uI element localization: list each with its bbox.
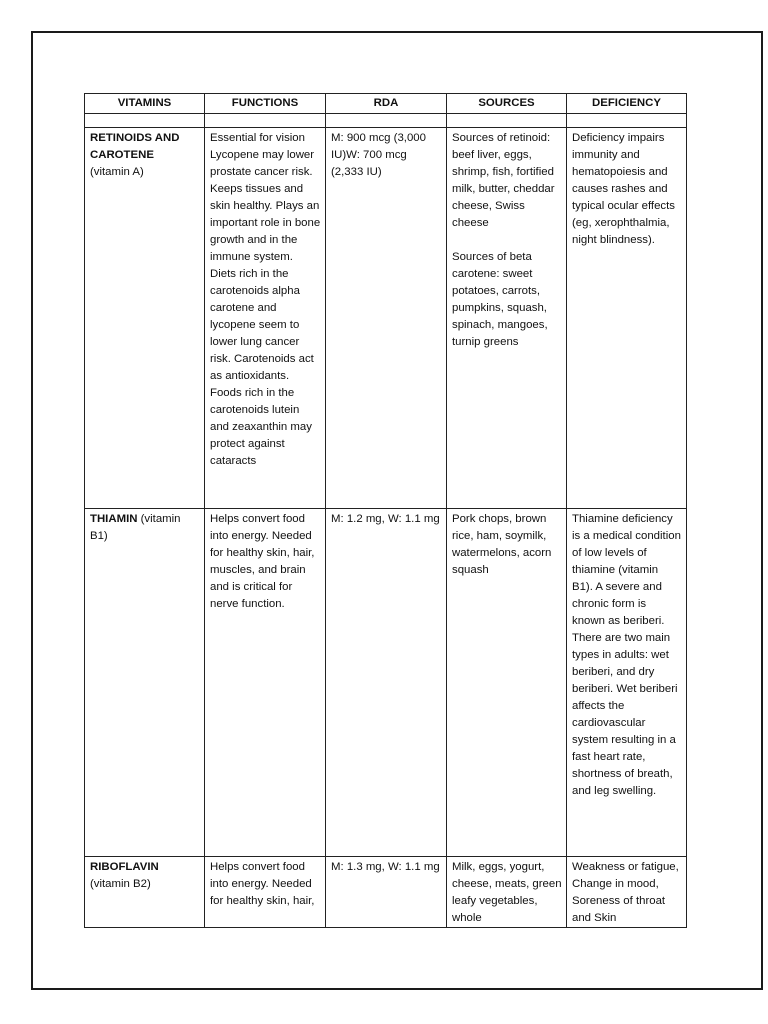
deficiency-cell: Thiamine deficiency is a medical condition of low levels of thiamine (vitamin B1). A severe and chronic form is known as beriberi. There are two main types in adults: wet beriberi, and dry beriberi. Wet beriberi affects the cardiovascular system resulting in a fast heart rate, shortness of breath, and leg swelling. — [567, 509, 687, 857]
functions-cell: Helps convert food into energy. Needed for healthy skin, hair, — [205, 857, 326, 928]
vitamin-name-cell — [85, 857, 205, 928]
sources-cell: Pork chops, brown rice, ham, soymilk, watermelons, acorn squash — [447, 509, 567, 857]
table-row — [85, 128, 687, 509]
vitamins-table — [84, 93, 687, 928]
sources-cell: Milk, eggs, yogurt, cheese, meats, green leafy vegetables, whole — [447, 857, 567, 928]
header-rda: RDA — [326, 94, 447, 114]
spacer-row — [85, 114, 687, 128]
vitamin-name-cell — [85, 509, 205, 857]
vitamin-name: RIBOFLAVIN — [90, 861, 159, 873]
table-row — [85, 509, 687, 857]
header-vitamins: VITAMINS — [85, 94, 205, 114]
functions-cell: Essential for vision Lycopene may lower prostate cancer risk. Keeps tissues and skin healthy. Plays an important role in bone growth and in the immune system. Diets rich in the carotenoids alpha carotene and lycopene seem to lower lung cancer risk. Carotenoids act as antioxidants. Foods rich in the carotenoids lutein and zeaxanthin may protect against cataracts — [205, 128, 326, 509]
rda-cell: M: 1.2 mg, W: 1.1 mg — [326, 509, 447, 857]
functions-cell: Helps convert food into energy. Needed for healthy skin, hair, muscles, and brain and is critical for nerve function. — [205, 509, 326, 857]
vitamin-name: RETINOIDS AND CAROTENE — [90, 132, 180, 161]
deficiency-cell: Weakness or fatigue, Change in mood, Soreness of throat and Skin — [567, 857, 687, 928]
sources-cell: Sources of retinoid: beef liver, eggs, shrimp, fish, fortified milk, butter, cheddar cheese, Swiss cheese Sources of beta carotene: sweet potatoes, carrots, pumpkins, squash, spinach, mangoes, turnip greens — [447, 128, 567, 509]
vitamin-alias: (vitamin B1) — [90, 513, 181, 542]
header-deficiency: DEFICIENCY — [567, 94, 687, 114]
rda-cell: M: 900 mcg (3,000 IU)W: 700 mcg (2,333 IU) — [326, 128, 447, 509]
vitamin-name-cell — [85, 128, 205, 509]
header-functions: FUNCTIONS — [205, 94, 326, 114]
deficiency-cell: Deficiency impairs immunity and hematopoiesis and causes rashes and typical ocular effects (eg, xerophthalmia, night blindness). — [567, 128, 687, 509]
vitamin-alias: (vitamin B2) — [90, 878, 151, 890]
table-row — [85, 857, 687, 928]
vitamin-name: THIAMIN — [90, 513, 138, 525]
vitamin-alias: (vitamin A) — [90, 166, 144, 178]
header-sources: SOURCES — [447, 94, 567, 114]
header-row — [85, 94, 687, 114]
rda-cell: M: 1.3 mg, W: 1.1 mg — [326, 857, 447, 928]
